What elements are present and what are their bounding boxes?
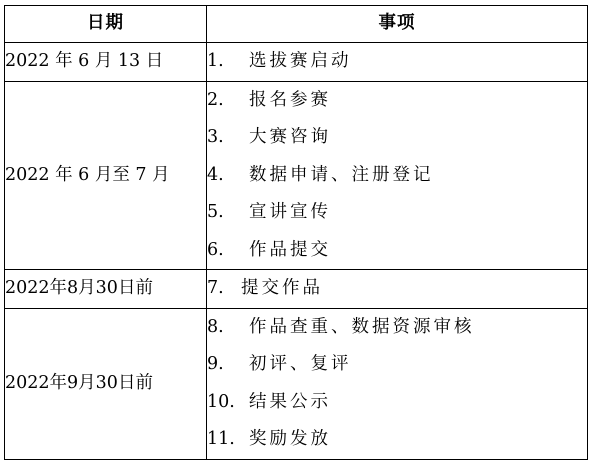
list-item [207, 119, 587, 157]
item-text: 初评、复评 [249, 354, 352, 374]
item-text: 作品提交 [249, 239, 331, 260]
header-row [5, 6, 588, 43]
item-text: 作品查重、数据资源审核 [249, 316, 475, 337]
date-cell: 2022 年 6 月至 7 月 [5, 81, 207, 270]
item-text: 报名参赛 [249, 89, 331, 110]
item-text: 奖励发放 [249, 429, 331, 449]
item-number: 5. [207, 202, 224, 222]
list-item [207, 82, 587, 120]
table-row [5, 43, 588, 82]
list-item [207, 346, 587, 384]
list-item [207, 194, 587, 232]
item-text: 数据申请、注册登记 [249, 164, 434, 185]
item-text: 提交作品 [241, 278, 323, 298]
item-number: 8. [207, 316, 224, 337]
item-text: 宣讲宣传 [249, 202, 331, 222]
table-row [5, 308, 588, 459]
items-cell [207, 43, 588, 82]
list-item [207, 421, 587, 459]
item-number: 2. [207, 89, 224, 110]
list-item [207, 232, 587, 270]
date-cell: 2022 年 6 月 13 日 [5, 43, 207, 82]
table-row [5, 81, 588, 270]
schedule-table [4, 5, 588, 460]
item-text: 选拔赛启动 [249, 51, 352, 71]
item-text: 结果公示 [249, 391, 331, 412]
item-number: 3. [207, 127, 224, 147]
item-number: 6. [207, 239, 224, 260]
item-number: 4. [207, 164, 224, 185]
item-text: 大赛咨询 [249, 127, 331, 147]
items-cell [207, 81, 588, 270]
list-item [207, 43, 587, 81]
items-cell [207, 270, 588, 309]
table-row [5, 270, 588, 309]
list-item [207, 309, 587, 347]
list-item [207, 157, 587, 195]
date-column-header: 日期 [5, 6, 207, 43]
item-number: 11. [207, 429, 235, 449]
item-number: 9. [207, 354, 224, 374]
list-item [207, 270, 587, 308]
date-cell: 2022年9月30日前 [5, 308, 207, 459]
item-number: 1. [207, 51, 224, 71]
item-number: 10. [207, 391, 235, 412]
date-cell: 2022年8月30日前 [5, 270, 207, 309]
items-cell [207, 308, 588, 459]
item-column-header: 事项 [207, 6, 588, 43]
item-number: 7. [207, 278, 224, 298]
list-item [207, 384, 587, 422]
